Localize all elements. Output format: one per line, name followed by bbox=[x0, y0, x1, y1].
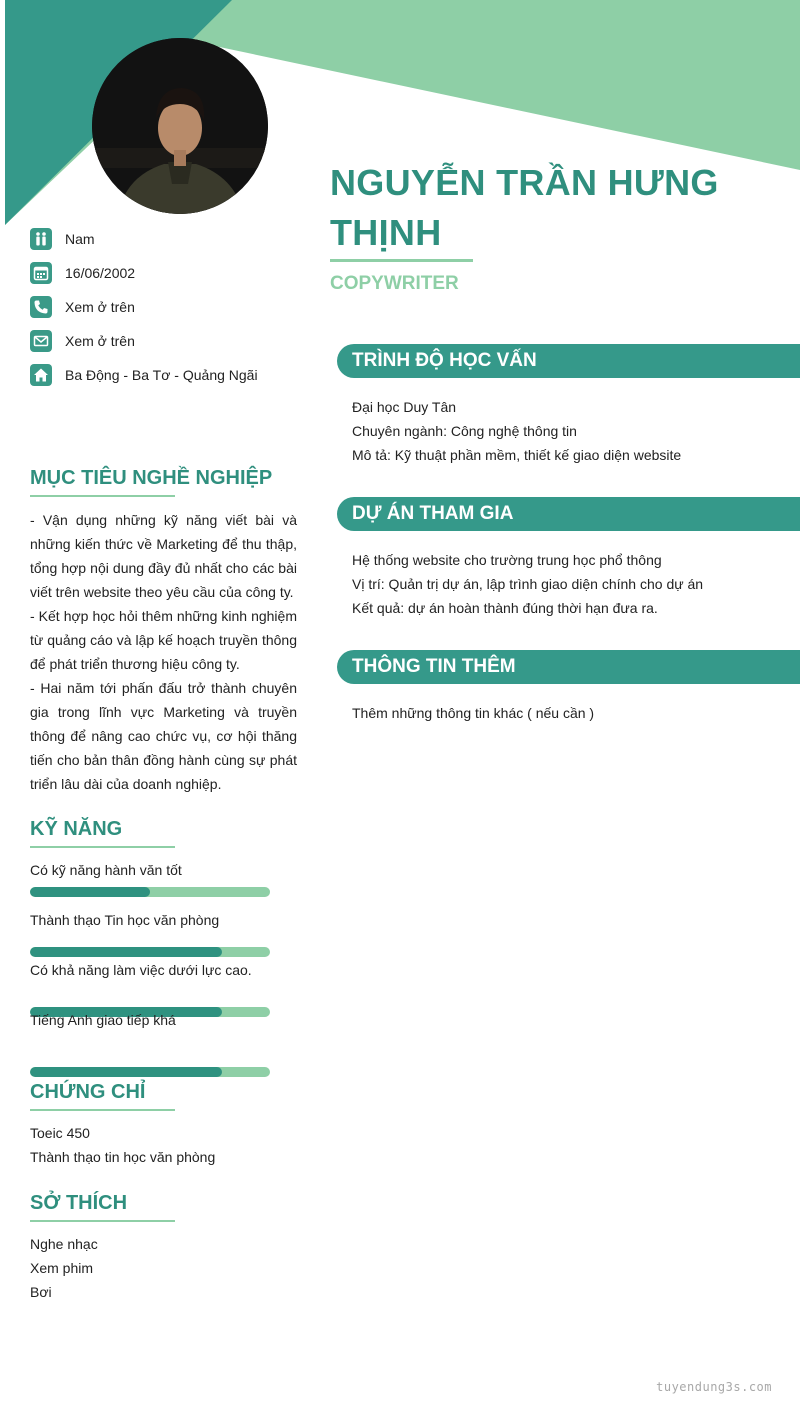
calendar-icon bbox=[30, 262, 52, 284]
skill-bar-fill bbox=[30, 1067, 222, 1077]
education-line: Mô tả: Kỹ thuật phần mềm, thiết kế giao diện website bbox=[352, 447, 682, 463]
certificates-title: CHỨNG CHỈ bbox=[30, 1081, 146, 1103]
skills-title: KỸ NĂNG bbox=[30, 818, 123, 840]
certificates-list bbox=[30, 1121, 215, 1169]
projects-details bbox=[352, 548, 772, 620]
objective-paragraph: - Hai năm tới phấn đấu trở thành chuyên gia trong lĩnh vực Marketing và truyền thông để nâng cao chức vụ, cơ hội thăng tiến cho bản thân đồng hành cùng sự phát triển lâu dài của doanh nghiệp. bbox=[30, 680, 297, 792]
hobby-item: Xem phim bbox=[30, 1260, 94, 1276]
contact-address-text: Ba Động - Ba Tơ - Quảng Ngãi bbox=[65, 367, 258, 383]
skills-underline bbox=[30, 846, 175, 848]
contact-phone-text: Xem ở trên bbox=[65, 299, 135, 315]
phone-icon bbox=[30, 296, 52, 318]
skill-label: Tiếng Anh giao tiếp khá bbox=[30, 1012, 176, 1028]
hobby-item: Bơi bbox=[30, 1284, 52, 1300]
contact-email bbox=[30, 324, 320, 358]
project-line: Hệ thống website cho trường trung học phổ thông bbox=[352, 552, 662, 568]
contact-address bbox=[30, 358, 320, 392]
contact-birthdate-text: 16/06/2002 bbox=[65, 265, 136, 281]
skill-bar-fill bbox=[30, 887, 150, 897]
contact-gender bbox=[30, 222, 320, 256]
objective-paragraph: - Vận dụng những kỹ năng viết bài và những kiến thức về Marketing để thu thập, tổng hợp nội dung đầy đủ nhất cho các bài viết trên website theo yêu cầu của công ty. bbox=[30, 512, 297, 600]
education-line: Chuyên ngành: Công nghệ thông tin bbox=[352, 423, 577, 439]
job-title: COPYWRITER bbox=[330, 273, 459, 294]
hobby-item: Nghe nhạc bbox=[30, 1236, 98, 1252]
project-line: Vị trí: Quản trị dự án, lập trình giao diện chính cho dự án bbox=[352, 576, 704, 592]
certificates-underline bbox=[30, 1109, 175, 1111]
home-icon bbox=[30, 364, 52, 386]
certificate-item: Thành thạo tin học văn phòng bbox=[30, 1149, 216, 1165]
mail-icon bbox=[30, 330, 52, 352]
skill-label: Thành thạo Tin học văn phòng bbox=[30, 912, 220, 928]
projects-banner: DỰ ÁN THAM GIA bbox=[337, 497, 800, 531]
avatar bbox=[92, 38, 268, 214]
contact-list bbox=[30, 222, 320, 392]
contact-phone bbox=[30, 290, 320, 324]
name-underline bbox=[330, 259, 473, 262]
education-line: Đại học Duy Tân bbox=[352, 399, 457, 415]
hobbies-list bbox=[30, 1232, 98, 1304]
candidate-name: NGUYỄN TRẦN HƯNG THỊNH bbox=[330, 162, 719, 253]
extra-info-banner: THÔNG TIN THÊM bbox=[337, 650, 800, 684]
skill-label: Có khả năng làm việc dưới lực cao. bbox=[30, 962, 252, 978]
hobbies-underline bbox=[30, 1220, 175, 1222]
objective-paragraph: - Kết hợp học hỏi thêm những kinh nghiệm từ quảng cáo và lập kế hoạch truyền thông để phát triển thương hiệu công ty. bbox=[30, 608, 297, 672]
gender-icon bbox=[30, 228, 52, 250]
project-line: Kết quả: dự án hoàn thành đúng thời hạn đưa ra. bbox=[352, 600, 658, 616]
contact-email-text: Xem ở trên bbox=[65, 333, 135, 349]
objective-title: MỤC TIÊU NGHỀ NGHIỆP bbox=[30, 467, 273, 489]
watermark: tuyendung3s.com bbox=[656, 1380, 772, 1394]
profile-photo bbox=[92, 38, 268, 214]
skill-label: Có kỹ năng hành văn tốt bbox=[30, 862, 182, 878]
skill-bar bbox=[30, 887, 270, 897]
extra-info-line: Thêm những thông tin khác ( nếu cần ) bbox=[352, 705, 595, 721]
certificate-item: Toeic 450 bbox=[30, 1125, 90, 1141]
education-details bbox=[352, 395, 772, 467]
objective-text bbox=[30, 508, 297, 796]
contact-birthdate bbox=[30, 256, 320, 290]
skill-bar bbox=[30, 1067, 270, 1077]
extra-info-details bbox=[352, 701, 772, 725]
hobbies-title: SỞ THÍCH bbox=[30, 1192, 128, 1214]
skill-bar bbox=[30, 947, 270, 957]
contact-gender-text: Nam bbox=[65, 231, 95, 247]
skill-bar-fill bbox=[30, 947, 222, 957]
education-banner: TRÌNH ĐỘ HỌC VẤN bbox=[337, 344, 800, 378]
objective-underline bbox=[30, 495, 175, 497]
